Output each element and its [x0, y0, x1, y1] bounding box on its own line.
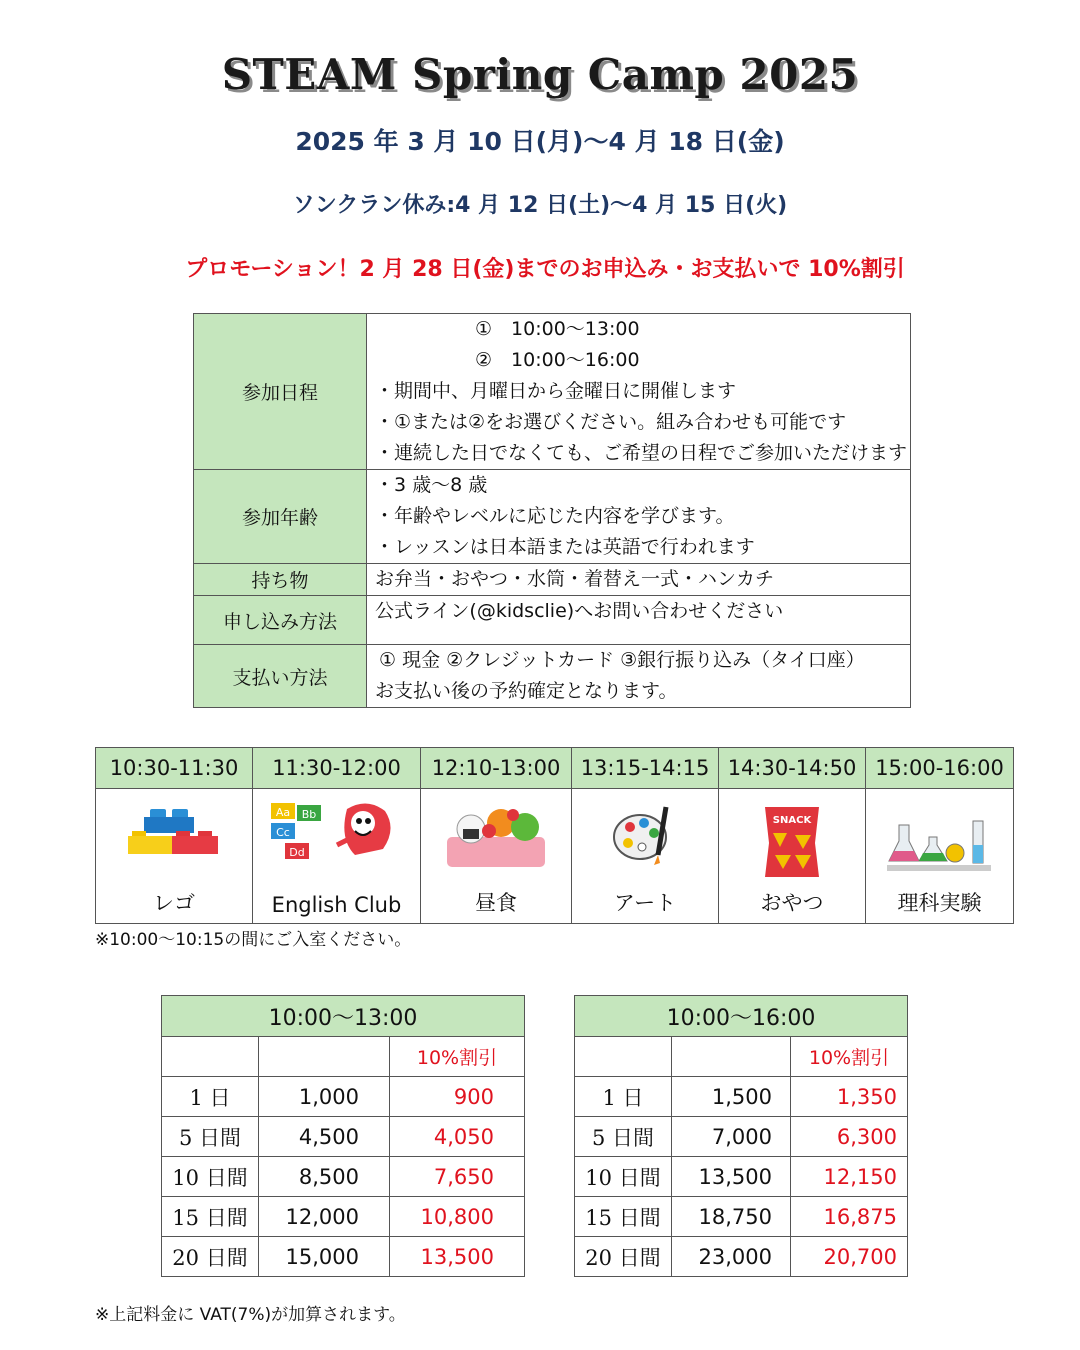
- discount-cell: 7,650: [390, 1157, 525, 1197]
- pay-line: お支払い後の予約確定となります。: [375, 680, 678, 702]
- schedule-line: ② 10:00〜16:00: [475, 349, 640, 371]
- activity-label: 理科実験: [897, 891, 982, 915]
- time-slot: 13:15-14:15: [572, 748, 719, 789]
- days-cell: 10 日間: [575, 1157, 672, 1197]
- art-palette-icon: [610, 803, 680, 873]
- price-table-title: 10:00〜13:00: [162, 996, 525, 1037]
- camp-dates: 2025 年 3 月 10 日(月)〜4 月 18 日(金): [295, 127, 785, 156]
- activity-label: おやつ: [760, 891, 824, 915]
- age-line: ・3 歳〜8 歳: [375, 474, 488, 496]
- activity-label: レゴ: [153, 891, 195, 915]
- lego-icon: [126, 803, 222, 859]
- age-value: [367, 470, 911, 564]
- schedule-times-row: [96, 748, 1014, 789]
- price-table-title: 10:00〜16:00: [575, 996, 908, 1037]
- pay-label: 支払い方法: [194, 645, 367, 708]
- schedule-line: ・①または②をお選びください。組み合わせも可能です: [375, 411, 847, 433]
- time-slot: 10:30-11:30: [96, 748, 253, 789]
- days-cell: 5 日間: [162, 1117, 259, 1157]
- items-value: お弁当・おやつ・水筒・着替え一式・ハンカチ: [375, 568, 775, 590]
- snack-bag-label: SNACK: [772, 815, 812, 826]
- price-table-half-day: [161, 995, 525, 1277]
- price-table-full-day: [574, 995, 908, 1277]
- bento-icon: [441, 801, 551, 871]
- schedule-value: [367, 314, 911, 470]
- activity-label: アート: [613, 891, 677, 915]
- schedule-label: 参加日程: [194, 314, 367, 470]
- price-cell: 23,000: [672, 1237, 791, 1277]
- activity-cell: [421, 789, 572, 924]
- activity-cell: [253, 789, 421, 924]
- info-row-items: [194, 564, 911, 596]
- days-cell: 10 日間: [162, 1157, 259, 1197]
- price-row: [162, 1237, 525, 1277]
- days-cell: 1 日: [162, 1077, 259, 1117]
- price-cell: 4,500: [259, 1117, 390, 1157]
- activity-cell: [572, 789, 719, 924]
- price-row: [162, 1077, 525, 1117]
- block-letter: Cc: [275, 826, 290, 839]
- time-slot: 11:30-12:00: [253, 748, 421, 789]
- age-line: ・年齢やレベルに応じた内容を学びます。: [375, 505, 735, 527]
- schedule-activities-row: [96, 789, 1014, 924]
- entry-note: ※10:00〜10:15の間にご入室ください。: [95, 930, 412, 950]
- info-row-apply: [194, 596, 911, 645]
- activity-cell: [719, 789, 866, 924]
- discount-cell: 10,800: [390, 1197, 525, 1237]
- price-cell: 13,500: [672, 1157, 791, 1197]
- items-label: 持ち物: [194, 564, 367, 596]
- price-row: [575, 1157, 908, 1197]
- price-row: [575, 1077, 908, 1117]
- discount-cell: 900: [390, 1077, 525, 1117]
- activity-label: English Club: [271, 893, 402, 917]
- discount-cell: 20,700: [791, 1237, 908, 1277]
- discount-header: 10%割引: [390, 1037, 525, 1077]
- block-letter: Aa: [275, 806, 290, 819]
- discount-cell: 4,050: [390, 1117, 525, 1157]
- schedule-line: ・連続した日でなくても、ご希望の日程でご参加いただけます: [375, 442, 908, 464]
- schedule-line: ① 10:00〜13:00: [475, 318, 640, 340]
- price-row: [162, 1117, 525, 1157]
- info-row-age: [194, 470, 911, 564]
- info-row-schedule: [194, 314, 911, 470]
- price-row: [162, 1157, 525, 1197]
- price-cell: 1,500: [672, 1077, 791, 1117]
- lab-flasks-icon: [885, 815, 995, 875]
- pay-line: ① 現金 ②クレジットカード ③銀行振り込み（タイ口座）: [379, 649, 865, 671]
- price-row: [575, 1237, 908, 1277]
- days-cell: 5 日間: [575, 1117, 672, 1157]
- activity-cell: [96, 789, 253, 924]
- page-title: STEAM Spring Camp 2025: [221, 50, 859, 99]
- activity-label: 昼食: [475, 891, 517, 915]
- apply-value: 公式ライン(@kidsclie)へお問い合わせください: [375, 600, 784, 622]
- holiday-notice: ソンクラン休み:4 月 12 日(土)〜4 月 15 日(火): [292, 193, 788, 218]
- price-row: [575, 1117, 908, 1157]
- info-row-payment: [194, 645, 911, 708]
- price-cell: 12,000: [259, 1197, 390, 1237]
- info-table: [193, 313, 911, 708]
- price-row: [575, 1197, 908, 1237]
- time-slot: 15:00-16:00: [866, 748, 1014, 789]
- days-cell: 1 日: [575, 1077, 672, 1117]
- discount-cell: 13,500: [390, 1237, 525, 1277]
- days-cell: 20 日間: [575, 1237, 672, 1277]
- time-slot: 14:30-14:50: [719, 748, 866, 789]
- activity-cell: [866, 789, 1014, 924]
- discount-cell: 12,150: [791, 1157, 908, 1197]
- days-cell: 15 日間: [162, 1197, 259, 1237]
- schedule-line: ・期間中、月曜日から金曜日に開催します: [375, 380, 737, 402]
- discount-cell: 16,875: [791, 1197, 908, 1237]
- age-line: ・レッスンは日本語または英語で行われます: [375, 536, 755, 558]
- apply-label: 申し込み方法: [194, 596, 367, 645]
- age-label: 参加年齢: [194, 470, 367, 564]
- block-letter: Dd: [288, 846, 305, 859]
- price-cell: 8,500: [259, 1157, 390, 1197]
- snack-bag-icon: [761, 803, 823, 879]
- discount-cell: 1,350: [791, 1077, 908, 1117]
- discount-header: 10%割引: [791, 1037, 908, 1077]
- daily-schedule-table: [95, 747, 1014, 924]
- price-cell: 18,750: [672, 1197, 791, 1237]
- promotion-text: プロモーション！2 月 28 日(金)までのお申込み・お支払いで 10%割引: [185, 257, 905, 282]
- discount-cell: 6,300: [791, 1117, 908, 1157]
- vat-note: ※上記料金に VAT(7%)が加算されます。: [95, 1305, 406, 1325]
- time-slot: 12:10-13:00: [421, 748, 572, 789]
- price-cell: 1,000: [259, 1077, 390, 1117]
- days-cell: 20 日間: [162, 1237, 259, 1277]
- abc-blocks-icon: [267, 799, 407, 869]
- price-row: [162, 1197, 525, 1237]
- price-cell: 7,000: [672, 1117, 791, 1157]
- price-cell: 15,000: [259, 1237, 390, 1277]
- days-cell: 15 日間: [575, 1197, 672, 1237]
- block-letter: Bb: [301, 808, 316, 821]
